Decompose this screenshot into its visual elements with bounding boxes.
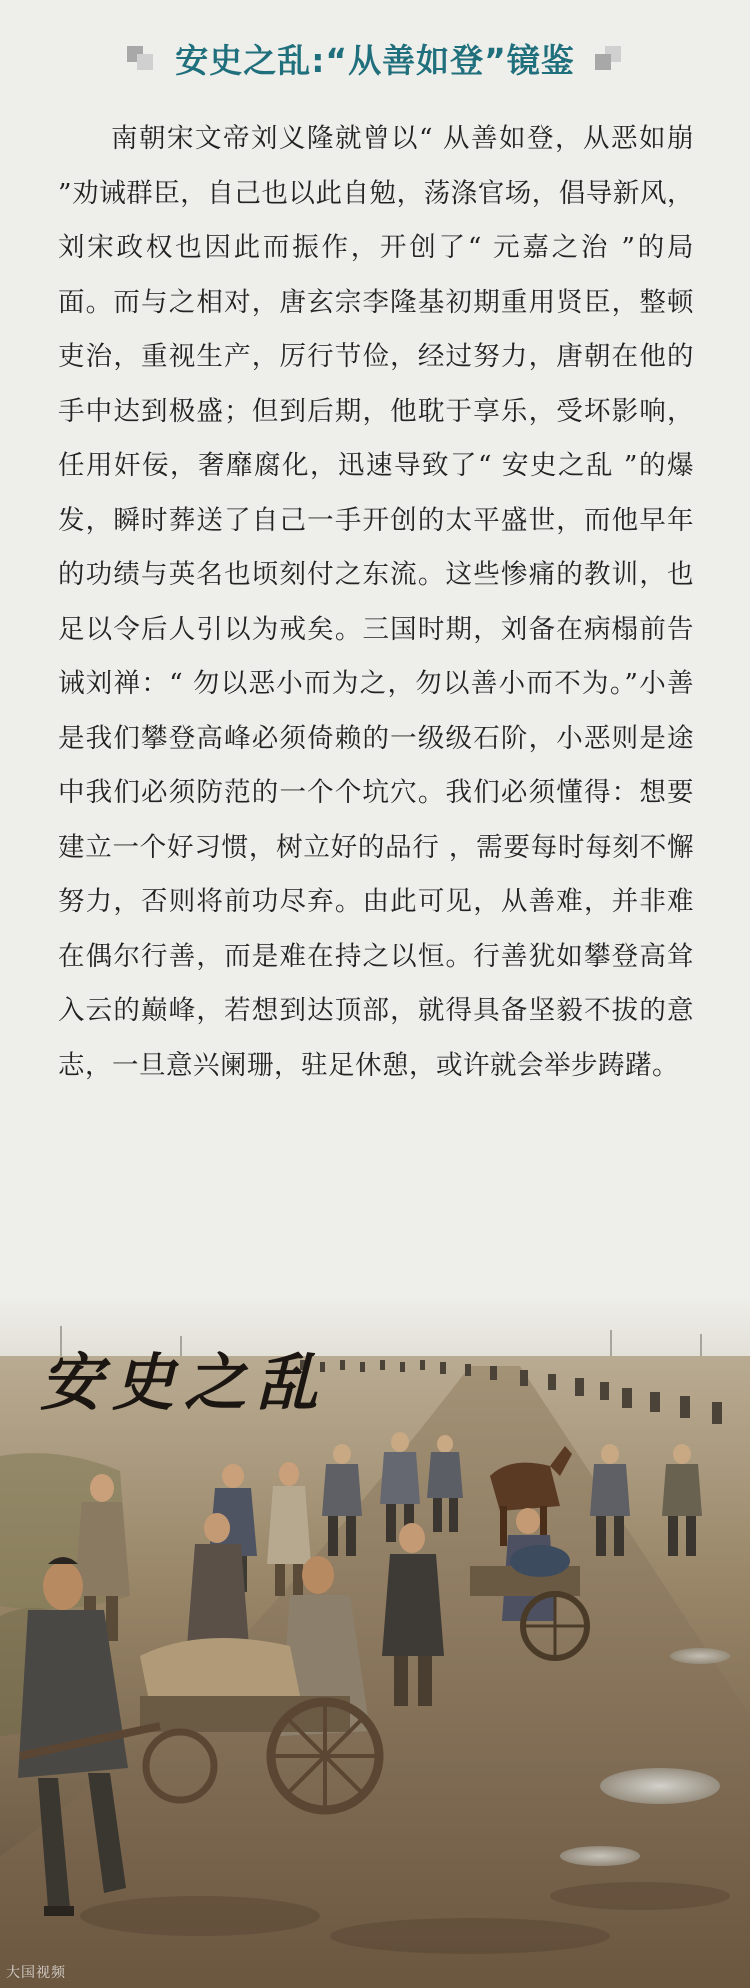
article-body: 南朝宋文帝刘义隆就曾以“ 从善如登，从恶如崩 ”劝诫群臣，自己也以此自勉，荡涤官场，倡导新风，刘宋政权也因此而振作，开创了“ 元嘉之治 ”的局面。而与之相对，唐玄宗李隆基初期重用贤臣，整顿吏治，重视生产，厉行节俭，经过努力，唐朝在他的手中达到极盛；但到后期，他耽于享乐，受坏影响，任用奸佞，奢靡腐化，迅速导致了“ 安史之乱 ”的爆发，瞬时葬送了自己一手开创的太平盛世，而他早年的功绩与英名也顷刻付之东流。这些惨痛的教训，也足以令后人引以为戒矣。三国时期，刘备在病榻前告诫刘禅：“ 勿以恶小而为之，勿以善小而不为。”小善是我们攀登高峰必须倚赖的一级级石阶，小恶则是途中我们必须防范的一个个坑穴。我们必须懂得：想要建立一个好习惯，树立好的品行 ，需要每时每刻不懈努力，否则将前功尽弃。由此可见，从善难，并非难在偶尔行善，而是难在持之以恒。行善犹如攀登高耸入云的巅峰，若想到达顶部，就得具备坚毅不拔的意志，一旦意兴阑珊，驻足休憩，或许就会举步踌躇。 xyxy=(58,123,694,1081)
illustration-canvas xyxy=(0,1296,750,1988)
title-bar xyxy=(0,30,750,86)
title-decoration-right-icon xyxy=(593,46,623,70)
watermark: 大国视频 xyxy=(6,1965,66,1981)
calligraphy-title: 安史之乱 xyxy=(40,1346,329,1419)
page-title: 安史之乱:“从善如登”镜鉴 xyxy=(175,40,575,80)
title-decoration-left-icon xyxy=(127,46,157,70)
illustration-refugees-march xyxy=(0,1296,750,1988)
